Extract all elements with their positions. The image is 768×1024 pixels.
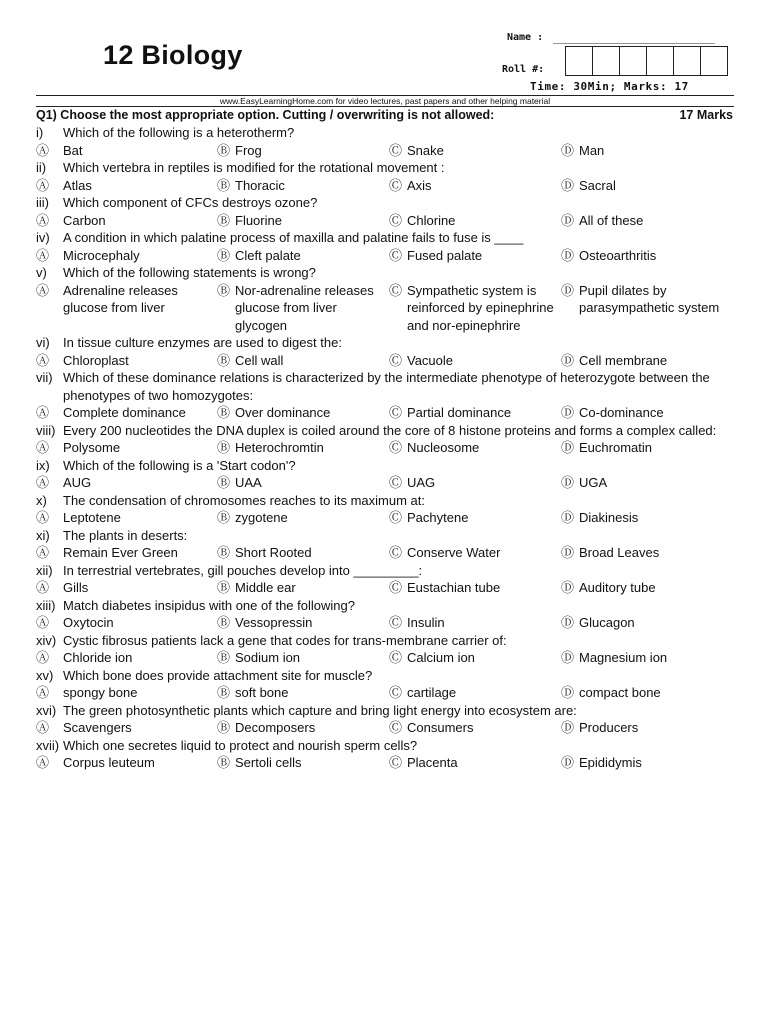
option-choice[interactable] — [217, 474, 389, 492]
question-number: ix) — [36, 457, 50, 473]
option-text: Atlas — [63, 177, 92, 193]
option-row — [36, 142, 736, 160]
option-row — [36, 579, 736, 597]
option-text: All of these — [579, 212, 644, 228]
option-text: Short Rooted — [235, 545, 312, 560]
question-text: Which of the following is a 'Start codon'? — [63, 457, 296, 473]
question-text: In tissue culture enzymes are used to digest the: — [63, 335, 342, 350]
option-bubble-icon[interactable]: Ⓓ — [561, 142, 575, 158]
option-bubble-icon[interactable]: Ⓐ — [36, 685, 50, 700]
option-text: Broad Leaves — [579, 545, 660, 560]
name-field-line[interactable]: ________________________ — [553, 30, 715, 44]
option-choice[interactable] — [561, 614, 736, 632]
option-text: Nucleosome — [407, 440, 480, 455]
option-text: Euchromatin — [579, 440, 652, 455]
option-bubble-icon[interactable]: Ⓒ — [389, 247, 403, 263]
option-text: Axis — [407, 177, 432, 193]
option-bubble-icon[interactable]: Ⓒ — [389, 405, 403, 420]
option-choice[interactable] — [561, 719, 736, 737]
option-text: spongy bone — [63, 685, 138, 700]
option-text: compact bone — [579, 685, 661, 700]
option-bubble-icon[interactable]: Ⓓ — [561, 580, 575, 595]
option-text: Vacuole — [407, 352, 454, 368]
option-text: Eustachian tube — [407, 580, 501, 595]
question-item — [36, 527, 736, 562]
option-choice[interactable] — [389, 474, 561, 492]
option-choice[interactable] — [561, 579, 736, 597]
option-bubble-icon[interactable]: Ⓓ — [561, 440, 575, 455]
option-bubble-icon[interactable]: Ⓒ — [389, 440, 403, 455]
option-bubble-icon[interactable]: Ⓓ — [561, 177, 575, 193]
option-bubble-icon[interactable]: Ⓐ — [36, 142, 50, 158]
option-bubble-icon[interactable]: Ⓒ — [389, 212, 403, 228]
question-item — [36, 422, 736, 457]
option-choice[interactable] — [36, 544, 217, 562]
roll-number-box[interactable] — [593, 47, 620, 75]
option-text: Adrenaline releases glucose from liver — [63, 282, 178, 315]
option-choice[interactable] — [389, 247, 561, 265]
roll-number-label: Roll #: — [502, 64, 545, 75]
option-choice[interactable] — [217, 404, 389, 422]
option-row — [36, 282, 736, 335]
time-and-marks: Time: 30Min; Marks: 17 — [530, 80, 689, 93]
question-text: Which of the following is a heterotherm? — [63, 125, 295, 140]
option-text: Placenta — [407, 755, 458, 770]
option-choice[interactable] — [561, 754, 736, 772]
option-bubble-icon[interactable]: Ⓓ — [561, 615, 575, 630]
option-choice[interactable] — [389, 212, 561, 230]
option-text: Frog — [235, 142, 262, 158]
option-text: Oxytocin — [63, 615, 114, 630]
question-item — [36, 597, 736, 632]
option-choice[interactable] — [561, 404, 736, 422]
option-choice[interactable] — [36, 649, 217, 667]
option-bubble-icon[interactable]: Ⓑ — [217, 615, 231, 630]
option-choice[interactable] — [36, 142, 217, 160]
option-choice[interactable] — [36, 719, 217, 737]
option-choice[interactable] — [389, 649, 561, 667]
option-text: Complete dominance — [63, 405, 186, 420]
option-bubble-icon[interactable]: Ⓑ — [217, 405, 231, 420]
option-text: Glucagon — [579, 615, 635, 630]
question-number: v) — [36, 265, 47, 280]
option-text: Man — [579, 142, 605, 158]
option-choice[interactable] — [389, 754, 561, 772]
option-choice[interactable] — [389, 684, 561, 702]
option-text: Sertoli cells — [235, 755, 302, 770]
question-text: Which component of CFCs destroys ozone? — [63, 195, 318, 210]
option-bubble-icon[interactable]: Ⓐ — [36, 440, 50, 455]
roll-number-box[interactable] — [701, 47, 728, 75]
option-choice[interactable] — [217, 754, 389, 772]
option-bubble-icon[interactable]: Ⓒ — [389, 282, 403, 298]
header-divider-bottom — [36, 106, 734, 107]
option-bubble-icon[interactable]: Ⓐ — [36, 177, 50, 193]
option-text: Chloroplast — [63, 352, 129, 368]
option-bubble-icon[interactable]: Ⓐ — [36, 247, 50, 263]
option-choice[interactable] — [561, 352, 736, 370]
option-choice[interactable] — [561, 142, 736, 160]
option-text: Vessopressin — [235, 615, 313, 630]
option-bubble-icon[interactable]: Ⓓ — [561, 212, 575, 228]
question-item — [36, 159, 736, 194]
question-item — [36, 124, 736, 159]
option-text: Middle ear — [235, 580, 296, 595]
option-choice[interactable] — [217, 212, 389, 230]
option-choice[interactable] — [36, 212, 217, 230]
option-bubble-icon[interactable]: Ⓑ — [217, 720, 231, 735]
option-bubble-icon[interactable]: Ⓑ — [217, 247, 231, 263]
option-bubble-icon[interactable]: Ⓑ — [217, 177, 231, 193]
question-number: ii) — [36, 160, 47, 175]
option-choice[interactable] — [217, 649, 389, 667]
question-number: viii) — [36, 422, 56, 438]
option-text: Leptotene — [63, 510, 121, 525]
option-row — [36, 649, 736, 667]
option-bubble-icon[interactable]: Ⓐ — [36, 580, 50, 595]
question-number: xvii) — [36, 737, 60, 753]
section-marks: 17 Marks — [679, 108, 733, 122]
option-bubble-icon[interactable]: Ⓓ — [561, 282, 575, 298]
question-item — [36, 632, 736, 667]
option-row — [36, 247, 736, 265]
option-text: Auditory tube — [579, 580, 656, 595]
question-text: Every 200 nucleotides the DNA duplex is coiled around the core of 8 histone proteins and forms a complex called: — [63, 422, 717, 438]
option-bubble-icon[interactable]: Ⓓ — [561, 510, 575, 525]
option-text: Nor-adrenaline releases glucose from liver glycogen — [235, 282, 374, 333]
question-item — [36, 229, 736, 264]
option-text: Microcephaly — [63, 247, 140, 263]
option-text: Chlorine — [407, 212, 456, 228]
question-number: xiv) — [36, 632, 57, 648]
question-item — [36, 492, 736, 527]
option-text: Cell membrane — [579, 352, 668, 368]
option-choice[interactable] — [217, 352, 389, 370]
option-choice[interactable] — [389, 544, 561, 562]
option-text: Snake — [407, 142, 444, 158]
option-choice[interactable] — [389, 177, 561, 195]
option-bubble-icon[interactable]: Ⓒ — [389, 352, 403, 368]
option-text: Thoracic — [235, 177, 285, 193]
option-choice[interactable] — [389, 719, 561, 737]
option-row — [36, 439, 736, 457]
roll-number-box[interactable] — [566, 47, 593, 75]
option-row — [36, 614, 736, 632]
option-choice[interactable] — [36, 684, 217, 702]
question-number: xv) — [36, 667, 54, 683]
option-choice[interactable] — [389, 404, 561, 422]
option-text: Decomposers — [235, 720, 316, 735]
option-row — [36, 544, 736, 562]
option-row — [36, 754, 736, 772]
option-choice[interactable] — [561, 474, 736, 492]
question-number: iv) — [36, 230, 50, 245]
option-text: Co-dominance — [579, 405, 664, 420]
option-choice[interactable] — [389, 614, 561, 632]
option-text: Conserve Water — [407, 545, 501, 560]
option-bubble-icon[interactable]: Ⓑ — [217, 755, 231, 770]
option-text: UAA — [235, 475, 262, 490]
question-number: iii) — [36, 195, 49, 210]
option-text: Magnesium ion — [579, 650, 668, 665]
option-bubble-icon[interactable]: Ⓐ — [36, 615, 50, 630]
option-choice[interactable] — [36, 352, 217, 370]
option-bubble-icon[interactable]: Ⓓ — [561, 405, 575, 420]
option-text: Fluorine — [235, 212, 282, 228]
option-choice[interactable] — [217, 282, 389, 335]
option-row — [36, 719, 736, 737]
option-bubble-icon[interactable]: Ⓑ — [217, 580, 231, 595]
option-bubble-icon[interactable]: Ⓑ — [217, 282, 231, 298]
option-text: Fused palate — [407, 247, 483, 263]
option-choice[interactable] — [217, 177, 389, 195]
option-choice[interactable] — [217, 439, 389, 457]
option-bubble-icon[interactable]: Ⓒ — [389, 142, 403, 158]
option-text: Osteoarthritis — [579, 247, 657, 263]
option-row — [36, 352, 736, 370]
option-bubble-icon[interactable]: Ⓑ — [217, 475, 231, 490]
option-text: Pachytene — [407, 510, 469, 525]
option-bubble-icon[interactable]: Ⓒ — [389, 755, 403, 770]
option-choice[interactable] — [36, 474, 217, 492]
option-choice[interactable] — [217, 247, 389, 265]
option-text: Sympathetic system is reinforced by epinephrine and nor-epinephrire — [407, 282, 554, 333]
page-title: 12 Biology — [103, 40, 243, 70]
option-choice[interactable] — [561, 212, 736, 230]
option-text: AUG — [63, 475, 92, 490]
question-item — [36, 334, 736, 369]
option-text: Pupil dilates by parasympathetic system — [579, 282, 720, 315]
question-text: Which one secretes liquid to protect and nourish sperm cells? — [63, 737, 418, 753]
option-choice[interactable] — [217, 614, 389, 632]
option-choice[interactable] — [561, 439, 736, 457]
option-bubble-icon[interactable]: Ⓓ — [561, 685, 575, 700]
option-text: Sodium ion — [235, 650, 301, 665]
question-text: The plants in deserts: — [63, 527, 188, 543]
option-choice[interactable] — [217, 544, 389, 562]
option-bubble-icon[interactable]: Ⓒ — [389, 580, 403, 595]
option-bubble-icon[interactable]: Ⓓ — [561, 650, 575, 665]
option-bubble-icon[interactable]: Ⓑ — [217, 545, 231, 560]
option-choice[interactable] — [36, 404, 217, 422]
option-text: Producers — [579, 720, 639, 735]
option-bubble-icon[interactable]: Ⓐ — [36, 405, 50, 420]
question-text: Cystic fibrosus patients lack a gene that codes for trans-membrane carrier of: — [63, 632, 507, 648]
question-number: xiii) — [36, 597, 56, 613]
question-text: The green photosynthetic plants which capture and bring light energy into ecosystem are: — [63, 702, 577, 718]
option-choice[interactable] — [561, 684, 736, 702]
option-bubble-icon[interactable]: Ⓑ — [217, 650, 231, 665]
question-text: The condensation of chromosomes reaches to its maximum at: — [63, 492, 425, 508]
option-choice[interactable] — [389, 579, 561, 597]
option-choice[interactable] — [561, 649, 736, 667]
option-choice[interactable] — [36, 282, 217, 335]
option-text: Consumers — [407, 720, 474, 735]
option-bubble-icon[interactable]: Ⓓ — [561, 545, 575, 560]
option-bubble-icon[interactable]: Ⓓ — [561, 475, 575, 490]
question-number: x) — [36, 492, 47, 508]
option-choice[interactable] — [36, 439, 217, 457]
option-bubble-icon[interactable]: Ⓐ — [36, 545, 50, 560]
option-bubble-icon[interactable]: Ⓑ — [217, 212, 231, 228]
option-text: Epididymis — [579, 755, 642, 770]
option-bubble-icon[interactable]: Ⓒ — [389, 545, 403, 560]
option-bubble-icon[interactable]: Ⓓ — [561, 755, 575, 770]
option-row — [36, 509, 736, 527]
option-text: Sacral — [579, 177, 616, 193]
option-choice[interactable] — [36, 579, 217, 597]
option-text: UAG — [407, 475, 436, 490]
option-bubble-icon[interactable]: Ⓐ — [36, 510, 50, 525]
question-item — [36, 369, 736, 422]
option-row — [36, 177, 736, 195]
question-text: Which vertebra in reptiles is modified for the rotational movement : — [63, 160, 445, 175]
option-row — [36, 212, 736, 230]
option-bubble-icon[interactable]: Ⓐ — [36, 212, 50, 228]
question-item — [36, 194, 736, 229]
option-text: Insulin — [407, 615, 445, 630]
option-bubble-icon[interactable]: Ⓓ — [561, 352, 575, 368]
roll-number-box[interactable] — [647, 47, 674, 75]
option-text: Partial dominance — [407, 405, 512, 420]
question-text: A condition in which palatine process of maxilla and palatine fails to fuse is ____ — [63, 230, 524, 245]
question-number: xii) — [36, 562, 53, 578]
option-bubble-icon[interactable]: Ⓑ — [217, 510, 231, 525]
option-choice[interactable] — [36, 509, 217, 527]
question-text: Which bone does provide attachment site for muscle? — [63, 667, 373, 683]
question-item — [36, 264, 736, 334]
option-bubble-icon[interactable]: Ⓐ — [36, 282, 50, 298]
option-choice[interactable] — [389, 509, 561, 527]
option-bubble-icon[interactable]: Ⓒ — [389, 615, 403, 630]
option-text: soft bone — [235, 685, 289, 700]
option-bubble-icon[interactable]: Ⓐ — [36, 352, 50, 368]
option-choice[interactable] — [561, 247, 736, 265]
option-bubble-icon[interactable]: Ⓐ — [36, 755, 50, 770]
option-bubble-icon[interactable]: Ⓒ — [389, 650, 403, 665]
section-heading: Q1) Choose the most appropriate option. Cutting / overwriting is not allowed: — [36, 108, 495, 122]
option-choice[interactable] — [389, 142, 561, 160]
question-item — [36, 562, 736, 597]
option-choice[interactable] — [217, 719, 389, 737]
question-text: Which of these dominance relations is characterized by the intermediate phenotype of heterozygote between the phenotypes of two homozygotes: — [63, 370, 710, 403]
option-bubble-icon[interactable]: Ⓓ — [561, 247, 575, 263]
option-bubble-icon[interactable]: Ⓐ — [36, 650, 50, 665]
option-row — [36, 474, 736, 492]
option-choice[interactable] — [389, 282, 561, 335]
question-number: i) — [36, 125, 44, 140]
option-row — [36, 404, 736, 422]
option-text: Gills — [63, 580, 89, 595]
question-item — [36, 702, 736, 737]
option-choice[interactable] — [36, 614, 217, 632]
option-bubble-icon[interactable]: Ⓒ — [389, 720, 403, 735]
question-text: Which of the following statements is wrong? — [63, 265, 316, 280]
option-bubble-icon[interactable]: Ⓒ — [389, 510, 403, 525]
question-text: Match diabetes insipidus with one of the following? — [63, 597, 355, 613]
question-number: xi) — [36, 527, 50, 543]
roll-number-box[interactable] — [674, 47, 701, 75]
option-choice[interactable] — [389, 439, 561, 457]
option-bubble-icon[interactable]: Ⓒ — [389, 177, 403, 193]
option-choice[interactable] — [36, 177, 217, 195]
option-text: Calcium ion — [407, 650, 475, 665]
question-item — [36, 457, 736, 492]
option-text: Bat — [63, 142, 83, 158]
option-bubble-icon[interactable]: Ⓒ — [389, 685, 403, 700]
roll-number-box[interactable] — [620, 47, 647, 75]
question-text: In terrestrial vertebrates, gill pouches develop into _________: — [63, 562, 423, 578]
option-choice[interactable] — [217, 684, 389, 702]
option-text: UGA — [579, 475, 608, 490]
option-bubble-icon[interactable]: Ⓑ — [217, 685, 231, 700]
option-choice[interactable] — [36, 754, 217, 772]
option-choice[interactable] — [217, 579, 389, 597]
option-text: Cell wall — [235, 352, 284, 368]
option-row — [36, 684, 736, 702]
question-number: vii) — [36, 370, 53, 385]
question-number: xvi) — [36, 702, 57, 718]
option-text: Scavengers — [63, 720, 132, 735]
option-text: zygotene — [235, 510, 288, 525]
option-bubble-icon[interactable]: Ⓒ — [389, 475, 403, 490]
name-label: Name : — [507, 32, 544, 43]
question-item — [36, 667, 736, 702]
option-choice[interactable] — [389, 352, 561, 370]
option-choice[interactable] — [217, 509, 389, 527]
option-text: Cleft palate — [235, 247, 301, 263]
option-choice[interactable] — [561, 509, 736, 527]
option-bubble-icon[interactable]: Ⓑ — [217, 440, 231, 455]
option-text: Over dominance — [235, 405, 331, 420]
option-text: Diakinesis — [579, 510, 639, 525]
option-bubble-icon[interactable]: Ⓐ — [36, 720, 50, 735]
option-text: Chloride ion — [63, 650, 133, 665]
option-bubble-icon[interactable]: Ⓑ — [217, 142, 231, 158]
option-text: Heterochromtin — [235, 440, 324, 455]
option-choice[interactable] — [561, 544, 736, 562]
option-choice[interactable] — [36, 247, 217, 265]
option-text: Corpus leuteum — [63, 755, 155, 770]
option-text: Polysome — [63, 440, 121, 455]
option-text: Carbon — [63, 212, 106, 228]
question-number: vi) — [36, 335, 50, 350]
question-list — [36, 124, 736, 772]
question-item — [36, 737, 736, 772]
option-text: cartilage — [407, 685, 457, 700]
option-bubble-icon[interactable]: Ⓐ — [36, 475, 50, 490]
option-choice[interactable] — [561, 282, 736, 335]
option-text: Remain Ever Green — [63, 545, 178, 560]
website-banner: www.EasyLearningHome.com for video lectures, past papers and other helping material — [219, 96, 551, 106]
option-choice[interactable] — [561, 177, 736, 195]
option-bubble-icon[interactable]: Ⓓ — [561, 720, 575, 735]
option-bubble-icon[interactable]: Ⓑ — [217, 352, 231, 368]
option-choice[interactable] — [217, 142, 389, 160]
roll-number-boxes[interactable] — [565, 46, 728, 76]
